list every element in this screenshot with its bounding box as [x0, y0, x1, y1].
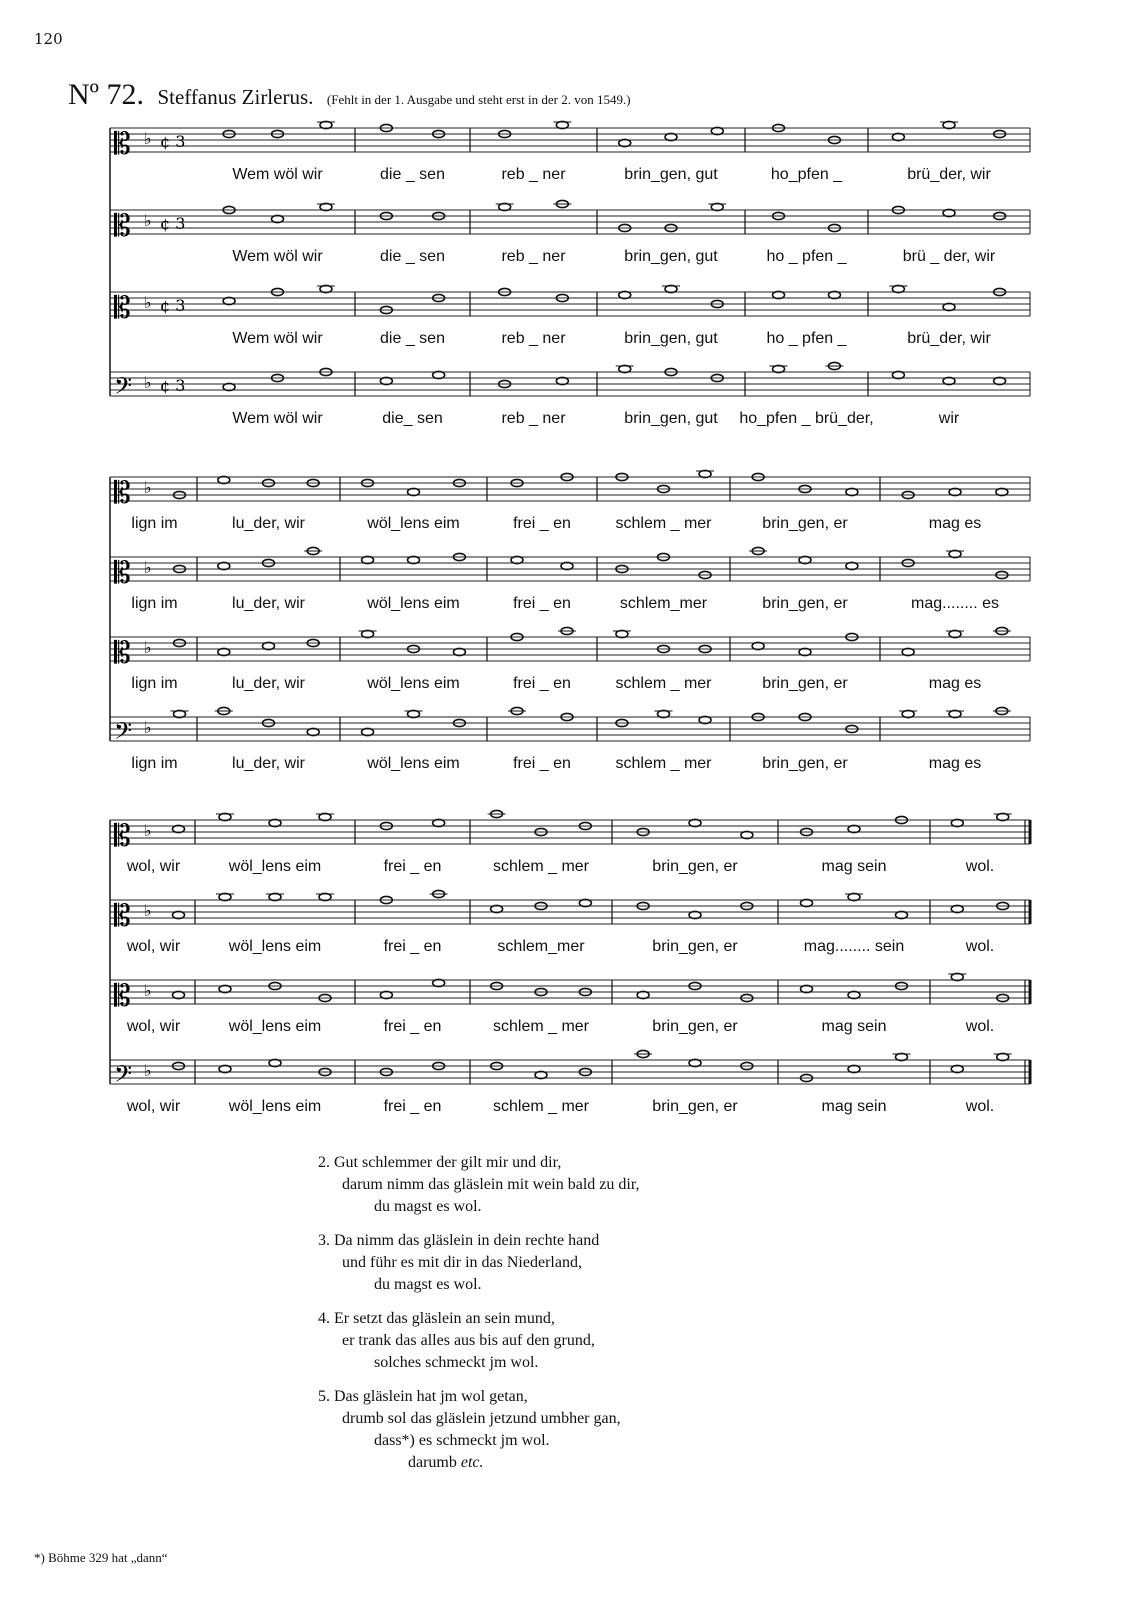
lyric-syllables: Wem wöl wir [232, 166, 323, 183]
c-clef-icon: 𝄡 [114, 636, 131, 671]
lyric-syllables: wir [938, 410, 960, 427]
c-clef-icon: 𝄡 [114, 819, 131, 854]
verse-line: darum nimm das gläslein mit wein bald zu dir, [342, 1176, 640, 1193]
lyric-syllables: mag sein [821, 858, 887, 875]
verse-line: und führ es mit dir in das Niederland, [342, 1254, 582, 1271]
lyric-syllables: schlem_mer [497, 938, 585, 955]
closing-etc: etc. [460, 1454, 484, 1471]
lyric-syllables: wol, wir [126, 938, 181, 955]
flat-key-signature-icon: ♭ [144, 901, 152, 920]
bass-clef-icon: 𝄢 [114, 372, 133, 405]
lyric-syllables: wöl_lens eim [228, 938, 322, 955]
time-signature: ¢ 3 [160, 376, 186, 395]
lyric-syllables: wol. [965, 938, 995, 955]
lyric-syllables: Wem wöl wir [232, 330, 323, 347]
c-clef-icon: 𝄡 [114, 476, 131, 511]
lyric-syllables: wol, wir [126, 1018, 181, 1035]
lyric-syllables: schlem _ mer [615, 515, 712, 532]
footnote: *) Böhme 329 hat „dann“ [34, 1550, 168, 1565]
lyric-syllables: frei _ en [383, 1098, 442, 1115]
c-clef-icon: 𝄡 [114, 556, 131, 591]
lyric-syllables: ho _ pfen _ [766, 330, 847, 347]
lyric-syllables: brin_gen, er [762, 675, 848, 692]
lyric-syllables: wöl_lens eim [228, 1098, 322, 1115]
lyric-syllables: frei _ en [383, 858, 442, 875]
lyric-syllables: reb _ ner [501, 330, 566, 347]
verse-line: 2. Gut schlemmer der gilt mir und dir, [318, 1154, 562, 1171]
lyric-syllables: mag........ es [910, 595, 1000, 612]
c-clef-icon: 𝄡 [114, 127, 131, 162]
lyric-syllables: brin_gen, gut [624, 410, 718, 427]
verse-line: 3. Da nimm das gläslein in dein rechte hand [318, 1232, 600, 1249]
lyric-syllables: ho _ pfen _ [766, 248, 847, 265]
lyric-syllables: lign im [131, 755, 178, 772]
lyric-syllables: reb _ ner [501, 410, 566, 427]
lyric-syllables: reb _ ner [501, 166, 566, 183]
composer: Steffanus Zirlerus. [157, 85, 314, 109]
lyric-syllables: lign im [131, 675, 178, 692]
lyric-syllables: mag sein [821, 1018, 887, 1035]
time-signature: ¢ 3 [160, 296, 186, 315]
lyric-syllables: brin_gen, er [652, 1018, 738, 1035]
lyric-syllables: wol. [965, 858, 995, 875]
verse-line: solches schmeckt jm wol. [374, 1354, 539, 1371]
flat-key-signature-icon: ♭ [144, 293, 152, 312]
lyric-syllables: mag es [928, 515, 982, 532]
c-clef-icon: 𝄡 [114, 979, 131, 1014]
lyric-syllables: wol. [965, 1018, 995, 1035]
lyric-syllables: brü _ der, wir [902, 248, 996, 265]
flat-key-signature-icon: ♭ [144, 478, 152, 497]
lyric-syllables: brin_gen, er [762, 755, 848, 772]
lyric-syllables: frei _ en [383, 1018, 442, 1035]
lyric-syllables: schlem _ mer [492, 1018, 590, 1035]
lyric-syllables: frei _ en [513, 515, 571, 532]
verse-line: 5. Das gläslein hat jm wol getan, [318, 1388, 528, 1405]
flat-key-signature-icon: ♭ [144, 821, 152, 840]
verse-5 [318, 1386, 640, 1474]
lyric-syllables: lu_der, wir [232, 595, 305, 612]
lyric-syllables: mag sein [821, 1098, 887, 1115]
lyric-syllables: frei _ en [383, 938, 442, 955]
lyric-syllables: wöl_lens eim [228, 1018, 322, 1035]
lyric-syllables: brin_gen, gut [624, 248, 718, 265]
page-number: 120 [34, 30, 63, 48]
flat-key-signature-icon: ♭ [144, 373, 152, 392]
piece-number: Nº 72. [68, 78, 144, 111]
closing-line [318, 1452, 640, 1474]
flat-key-signature-icon: ♭ [144, 638, 152, 657]
lyric-syllables: brin_gen, er [762, 515, 848, 532]
time-signature: ¢ 3 [160, 132, 186, 151]
verse-4 [318, 1308, 640, 1374]
lyric-syllables: brin_gen, er [652, 858, 738, 875]
lyric-syllables: schlem _ mer [492, 858, 590, 875]
lyric-syllables: lign im [131, 515, 178, 532]
lyric-syllables: reb _ ner [501, 248, 566, 265]
lyric-syllables: wol. [965, 1098, 995, 1115]
lyric-syllables: Wem wöl wir [232, 248, 323, 265]
lyric-syllables: wol, wir [126, 1098, 181, 1115]
lyric-syllables: schlem_mer [619, 595, 708, 612]
lyric-syllables: lu_der, wir [232, 755, 305, 772]
verse-line: er trank das alles aus bis auf den grund, [342, 1332, 595, 1349]
flat-key-signature-icon: ♭ [144, 718, 152, 737]
lyric-syllables: frei _ en [513, 675, 571, 692]
lyric-syllables: Wem wöl wir [232, 410, 323, 427]
lyric-syllables: lu_der, wir [232, 515, 305, 532]
flat-key-signature-icon: ♭ [144, 211, 152, 230]
c-clef-icon: 𝄡 [114, 209, 131, 244]
lyric-syllables: ho_pfen _ [770, 166, 843, 183]
lyric-syllables: brin_gen, er [652, 938, 738, 955]
lyric-syllables: wöl_lens eim [367, 515, 460, 532]
lyric-syllables: mag es [928, 755, 982, 772]
lyric-syllables: mag........ sein [803, 938, 905, 955]
lyric-syllables: frei _ en [513, 595, 571, 612]
verse-2 [318, 1152, 640, 1218]
closing-text: darumb [408, 1454, 457, 1471]
lyric-syllables: wöl_lens eim [228, 858, 322, 875]
lyric-syllables: brü_der, wir [907, 330, 991, 347]
verse-line: du magst es wol. [374, 1276, 482, 1293]
lyric-syllables: die_ sen [382, 410, 443, 427]
flat-key-signature-icon: ♭ [144, 129, 152, 148]
lyric-syllables: schlem _ mer [615, 675, 712, 692]
flat-key-signature-icon: ♭ [144, 558, 152, 577]
edition-note: (Fehlt in der 1. Ausgabe und steht erst in der 2. von 1549.) [326, 92, 631, 107]
lyric-syllables: brin_gen, gut [624, 166, 718, 183]
lyric-syllables: die _ sen [380, 166, 445, 183]
lyric-syllables: schlem _ mer [492, 1098, 590, 1115]
time-signature: ¢ 3 [160, 214, 186, 233]
c-clef-icon: 𝄡 [114, 899, 131, 934]
lyric-syllables: schlem _ mer [615, 755, 712, 772]
bass-clef-icon: 𝄢 [114, 717, 133, 750]
verses [318, 1152, 640, 1486]
lyric-syllables: wöl_lens eim [367, 595, 460, 612]
lyric-syllables: frei _ en [513, 755, 571, 772]
flat-key-signature-icon: ♭ [144, 981, 152, 1000]
lyric-syllables: mag es [928, 675, 982, 692]
lyric-syllables: lu_der, wir [232, 675, 305, 692]
lyric-syllables: ho_pfen _ brü_der, [739, 410, 874, 427]
verse-line: dass*) es schmeckt jm wol. [374, 1432, 550, 1449]
c-clef-icon: 𝄡 [114, 291, 131, 326]
lyric-syllables: wol, wir [126, 858, 181, 875]
verse-line: drumb sol das gläslein jetzund umbher gan, [342, 1410, 621, 1427]
lyric-syllables: brü_der, wir [907, 166, 991, 183]
verse-line: 4. Er setzt das gläslein an sein mund, [318, 1310, 555, 1327]
flat-key-signature-icon: ♭ [144, 1061, 152, 1080]
verse-3 [318, 1230, 640, 1296]
lyric-syllables: wöl_lens eim [367, 755, 460, 772]
bass-clef-icon: 𝄢 [114, 1060, 133, 1093]
lyric-syllables: brin_gen, er [652, 1098, 738, 1115]
verse-line: du magst es wol. [374, 1198, 482, 1215]
lyric-syllables: die _ sen [380, 248, 445, 265]
lyric-syllables: die _ sen [380, 330, 445, 347]
lyric-syllables: brin_gen, er [762, 595, 848, 612]
lyric-syllables: brin_gen, gut [624, 330, 718, 347]
lyric-syllables: wöl_lens eim [367, 675, 460, 692]
lyric-syllables: lign im [131, 595, 178, 612]
